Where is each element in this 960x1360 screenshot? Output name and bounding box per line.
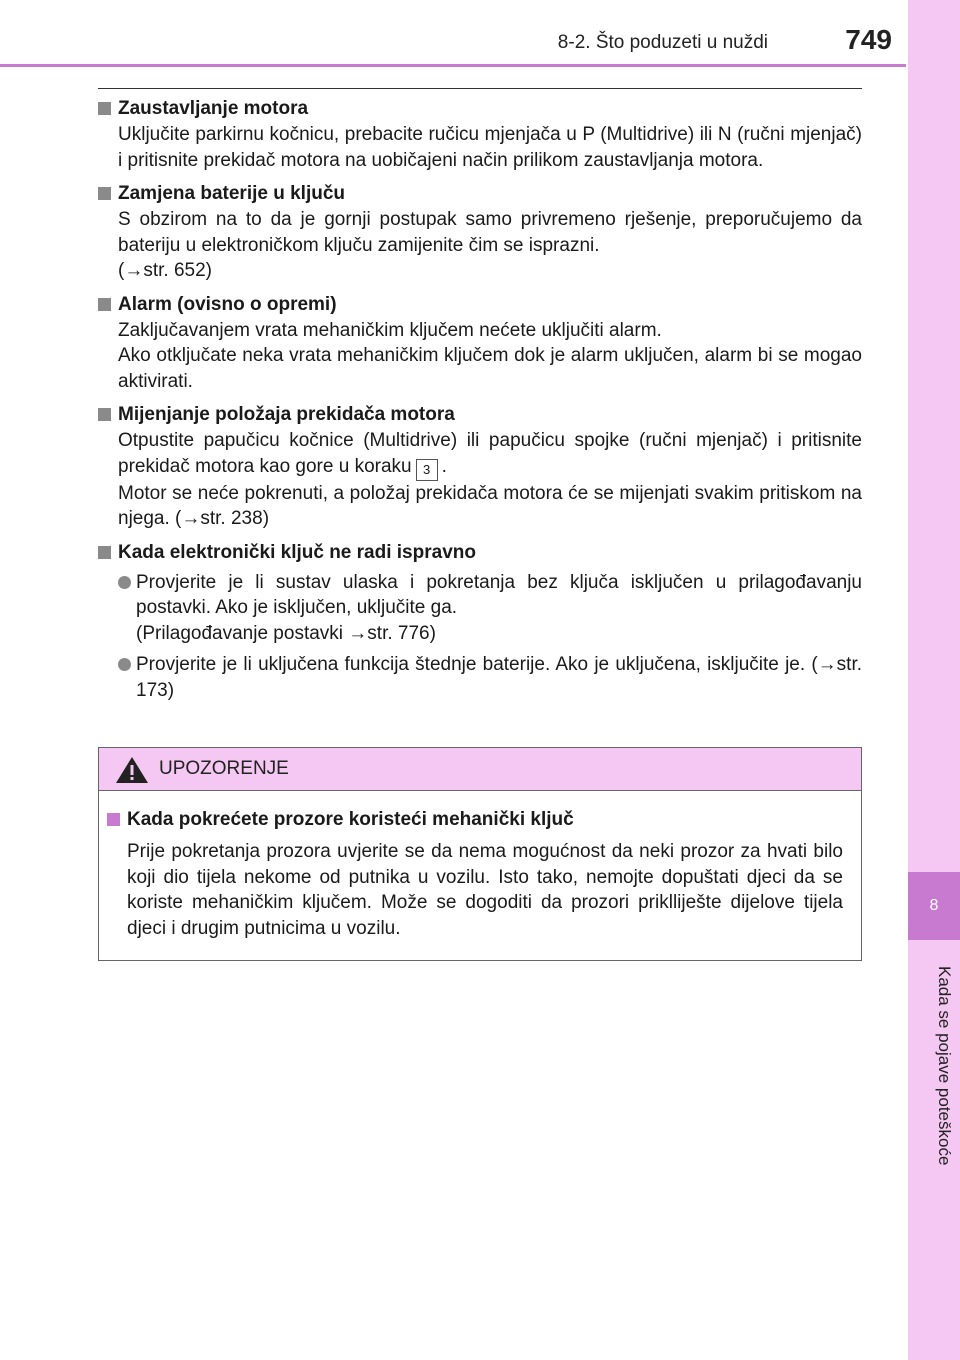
chapter-number: 8 xyxy=(908,872,960,940)
square-bullet-icon xyxy=(98,408,111,421)
section-heading: Kada elektronički ključ ne radi ispravno xyxy=(118,541,476,563)
square-bullet-icon xyxy=(98,187,111,200)
warning-header xyxy=(99,748,861,791)
warning-triangle-icon xyxy=(115,756,149,789)
step-number-box: 3 xyxy=(416,459,438,481)
section-engine-stop xyxy=(96,96,862,173)
divider xyxy=(98,88,862,89)
section-key-battery xyxy=(96,181,862,284)
warning-label: UPOZORENJE xyxy=(159,758,289,779)
paragraph: S obzirom na to da je gornji postupak samo privremeno rješenje, preporučujemo da bateriju u elektroničkom ključu zamijenite čim se isprazni. xyxy=(118,209,862,256)
section-key-malfunction xyxy=(96,540,862,704)
paragraph: Zaključavanjem vrata mehaničkim ključem nećete uključiti alarm. xyxy=(118,319,662,341)
paragraph: Otpustite papučicu kočnice (Multidrive) ili papučicu spojke (ručni mjenjač) i pritisnite prekidač motora kao gore u koraku 3 . xyxy=(96,428,862,481)
warning-box xyxy=(98,747,862,961)
section-title: 8-2. Što poduzeti u nuždi xyxy=(557,32,768,53)
square-bullet-icon xyxy=(107,813,120,826)
section-heading: Mijenjanje položaja prekidača motora xyxy=(118,404,455,425)
square-bullet-icon xyxy=(98,102,111,115)
section-heading: Zamjena baterije u ključu xyxy=(118,183,346,204)
paragraph: Motor se neće pokrenuti, a položaj prekidača motora će se mijenjati svakim pritiskom na njega. (→str. 238) xyxy=(118,482,862,529)
paragraph: Uključite parkirnu kočnicu, prebacite ručicu mjenjača u P (Multidrive) ili N (ručni mjenjač) i pritisnite prekidač motora na uobičajeni način prilikom zaustavljanja motora. xyxy=(118,124,862,171)
paragraph: Ako otključate neka vrata mehaničkim ključem dok je alarm uključen, alarm bi se mogao aktivirati. xyxy=(118,345,862,392)
section-heading: Alarm (ovisno o opremi) xyxy=(118,293,337,315)
section-alarm xyxy=(96,292,862,395)
section-switch-position xyxy=(96,402,862,532)
main-content xyxy=(96,96,862,711)
chapter-title: Kada se pojave poteškoće xyxy=(935,966,954,1166)
square-bullet-icon xyxy=(98,546,111,559)
round-bullet-icon xyxy=(118,576,131,589)
chapter-side-tab xyxy=(908,0,960,1360)
round-bullet-icon xyxy=(118,658,131,671)
page-header xyxy=(0,0,906,67)
warning-title: Kada pokrećete prozore koristeći mehanički ključ xyxy=(127,809,574,830)
square-bullet-icon xyxy=(98,298,111,311)
page-number: 749 xyxy=(845,24,892,55)
list-item: Provjerite je li sustav ulaska i pokretanja bez ključa isključen u prilagođavanju postavki. Ako je isključen, uključite ga. (Prilagođavanje postavki →str. 776) xyxy=(96,570,862,647)
warning-text: Prije pokretanja prozora uvjerite se da nema mogućnost da neki prozor za hvati bilo koji dio tijela nekome od putnika u vozilu. Isto tako, nemojte dopuštati djeci da se koriste mehaničkim ključem. Može se dogoditi da prozori priklliješte dijelove tijela djeci i drugim putnicima u vozilu. xyxy=(127,841,843,939)
page-reference: (→str. 652) xyxy=(118,260,212,281)
warning-body xyxy=(99,791,861,941)
section-heading: Zaustavljanje motora xyxy=(118,98,309,119)
list-item: Provjerite je li uključena funkcija štednje baterije. Ako je uključena, isključite je. (→str. 173) xyxy=(96,652,862,703)
